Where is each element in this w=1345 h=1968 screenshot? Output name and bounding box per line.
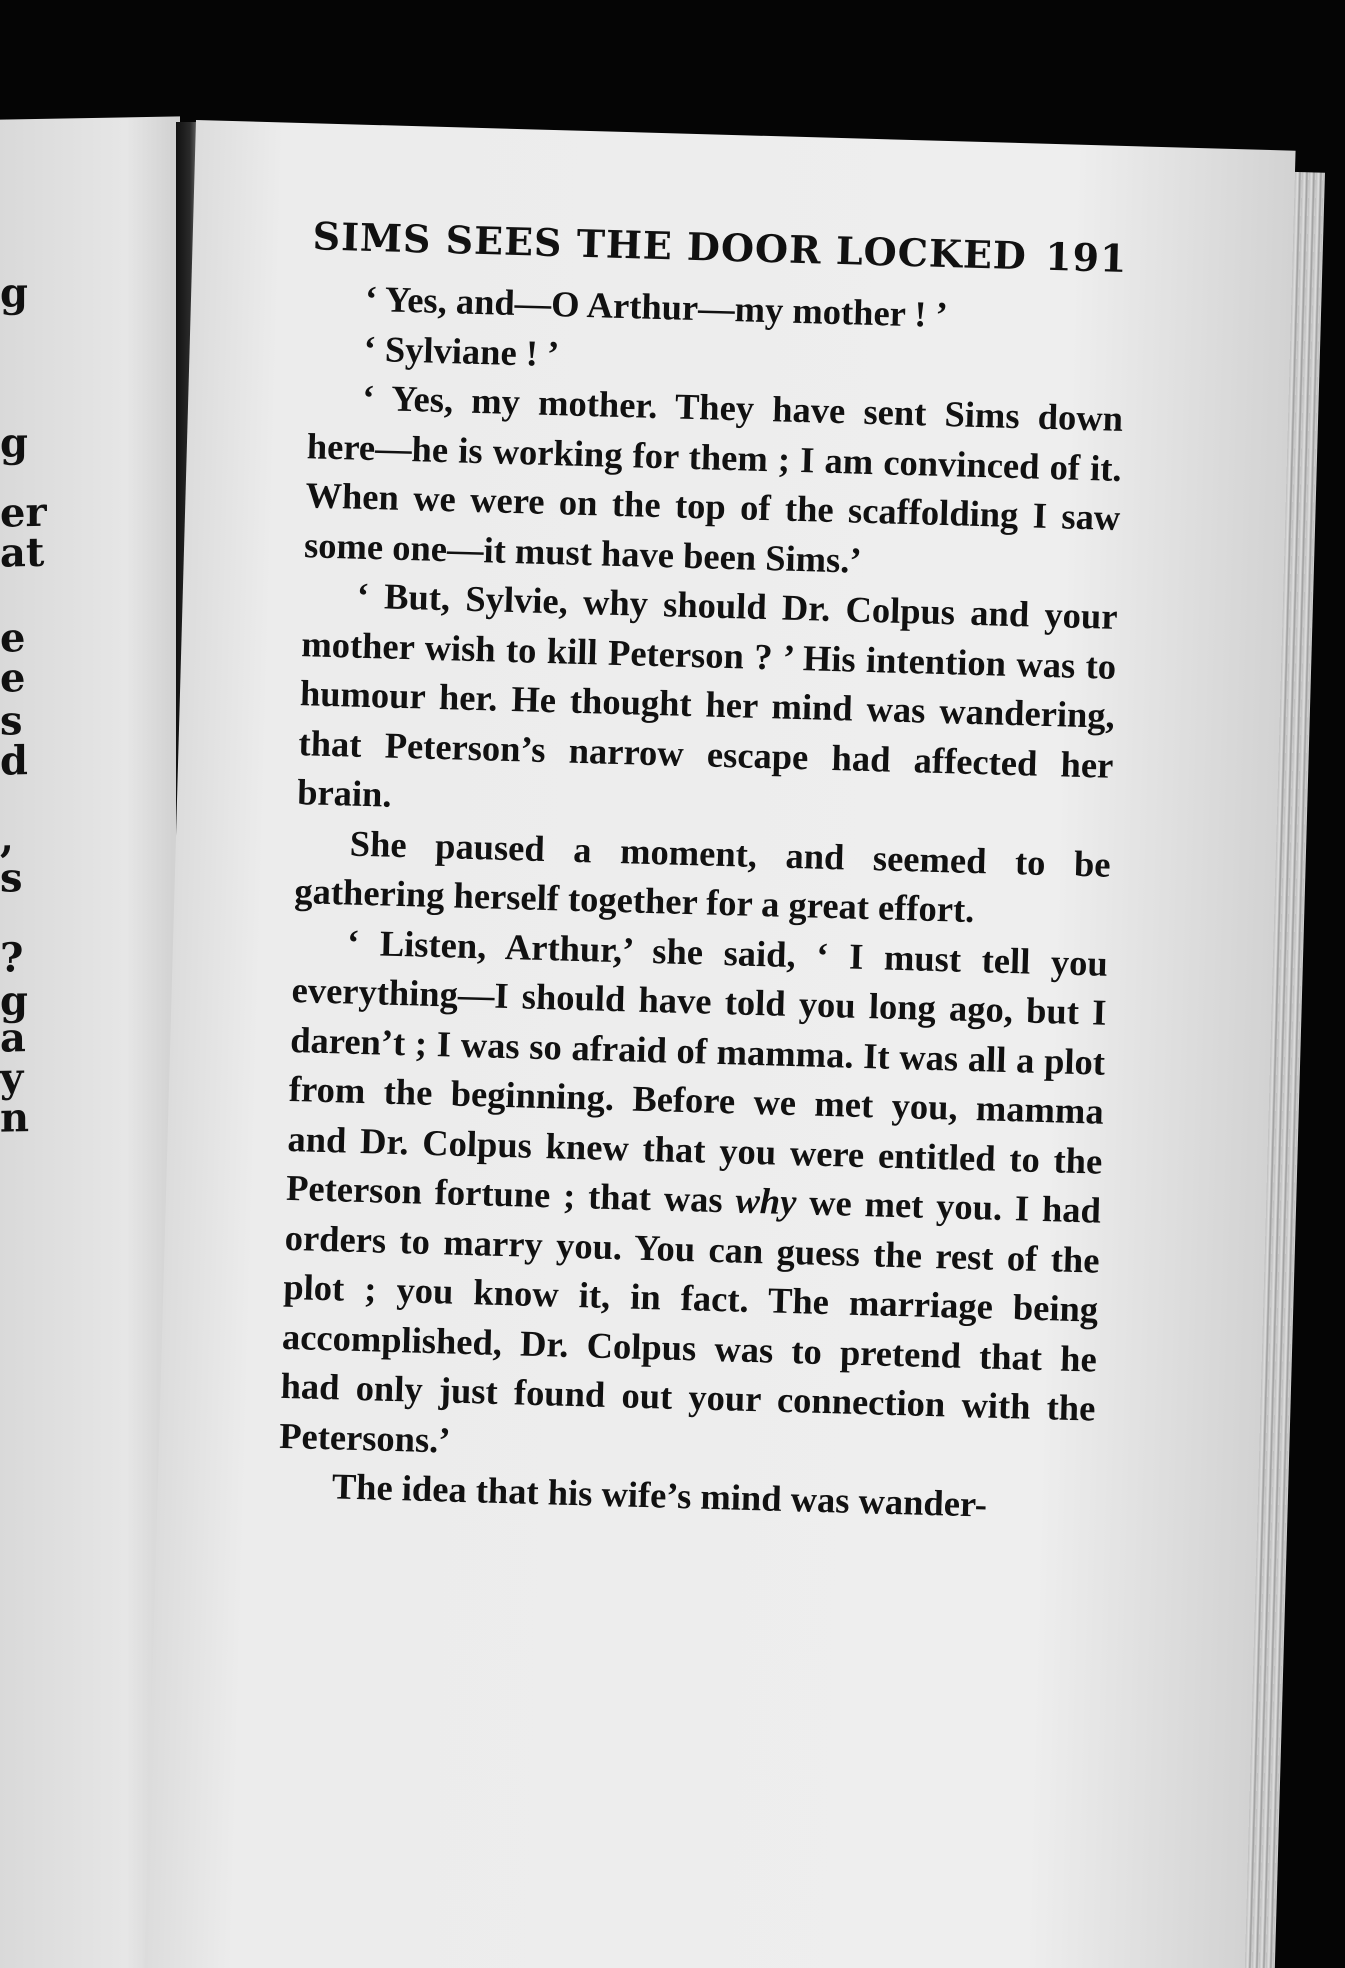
left-page-fragment: , [0, 814, 14, 862]
left-page-fragment: a [0, 1014, 26, 1062]
paragraph-text: ‘ Listen, Arthur,’ she said, ‘ I must tell you everything—I should have told you long ago, but I daren’t ; I was so afraid of mamma. It was all a plot from the beginning. Before we met you, mamma and Dr. Colpus knew that you were entitled to the Peterson fortune ; that was [285, 921, 1109, 1221]
left-page-fragment: g [0, 269, 28, 317]
left-page-fragment: at [0, 528, 45, 577]
paragraph: ‘ Yes, and—O Arthur—my mother ! ’ [364, 277, 949, 336]
left-page-fragment: d [0, 737, 28, 785]
left-page-fragment: s [0, 854, 23, 902]
emphasized-word: why [734, 1179, 797, 1223]
left-page-fragment: g [0, 419, 28, 467]
paragraph: She paused a moment, and seemed to be gathering herself together for a great effort. [293, 822, 1112, 931]
right-page [144, 120, 1295, 1968]
page-number: 191 [1044, 233, 1129, 282]
left-page-fragment: er [0, 488, 47, 537]
paragraph: The idea that his wife’s mind was wander- [331, 1465, 988, 1525]
paragraph-text: we met you. I had orders to marry you. You can guess the rest of the plot ; you know it, in fact. The marriage being accomplished, Dr. Colpus was to pretend that he had only just found out your connection with the Petersons.’ [278, 1181, 1102, 1461]
left-page-fragment: s [0, 697, 23, 745]
chapter-title: SIMS SEES THE DOOR LOCKED [312, 213, 1028, 279]
left-page-fragment: e [0, 614, 26, 662]
left-page-fragment: e [0, 654, 26, 702]
paragraph: ‘ But, Sylvie, why should Dr. Colpus and your mother wish to kill Peterson ? ’ His intention was to humour her. He thought her mind was wandering, that Peterson’s narrow escape had affected her brain. [296, 574, 1119, 815]
left-page-fragment: ? [0, 934, 24, 982]
left-page-fragment: g [0, 977, 28, 1025]
paragraph: ‘ Sylviane ! ’ [363, 327, 560, 374]
paragraph [279, 916, 1109, 1483]
left-page-fragment: n [0, 1094, 30, 1142]
left-page-fragment: y [0, 1054, 24, 1102]
running-head [312, 213, 1128, 281]
text-block [277, 213, 1128, 1532]
paragraph: ‘ Yes, my mother. They have sent Sims down here—he is working for them ; I am convinced of it. When we were on the top of the scaffolding I saw some one—it must have been Sims.’ [303, 376, 1124, 581]
